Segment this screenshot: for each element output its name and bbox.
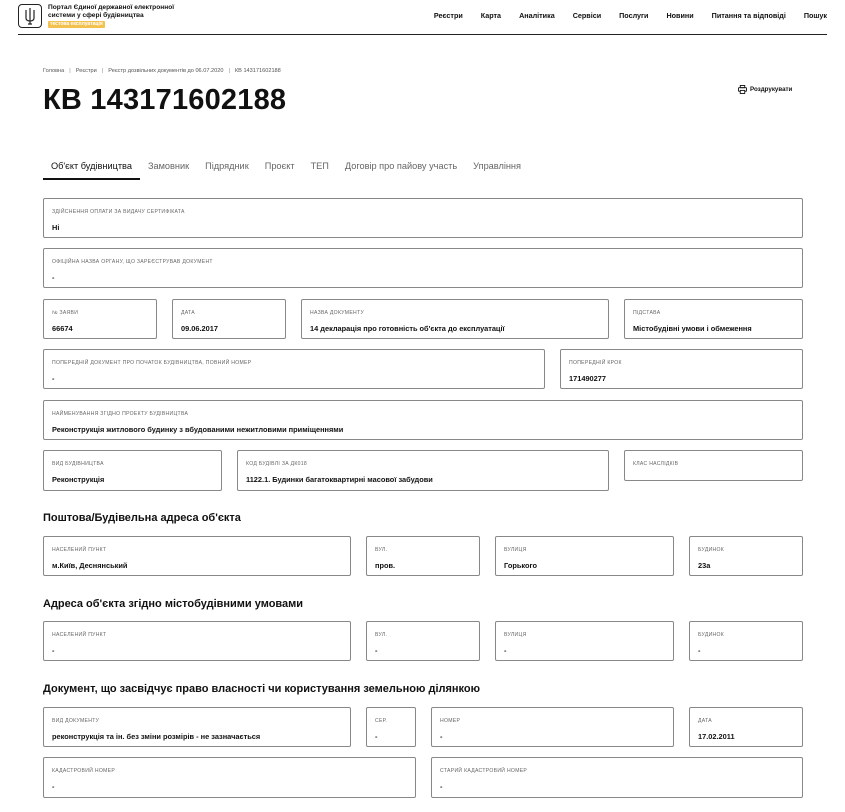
field-label: ВУЛ. xyxy=(375,547,388,553)
field-value: - xyxy=(52,273,55,282)
trident-icon xyxy=(23,7,37,25)
breadcrumb-separator: | xyxy=(69,68,71,74)
trident-logo-icon[interactable] xyxy=(18,4,42,28)
field-label: КЛАС НАСЛІДКІВ xyxy=(633,461,679,467)
printer-icon xyxy=(738,85,747,94)
field-label: НАСЕЛЕНИЙ ПУНКТ xyxy=(52,547,107,553)
field-doc-name xyxy=(301,299,609,339)
field-label: ВИД ДОКУМЕНТУ xyxy=(52,718,100,724)
field-label: ПОПЕРЕДНІЙ ДОКУМЕНТ ПРО ПОЧАТОК БУДІВНИЦТВА, ПОВНИЙ НОМЕР xyxy=(52,360,252,366)
tab-contractor[interactable]: Підрядник xyxy=(205,161,249,171)
breadcrumb-separator: | xyxy=(101,68,104,74)
portal-name-text: Портал Єдиної державної електронної системи у сфері будівництва xyxy=(48,4,175,20)
field-prev-step xyxy=(560,349,803,389)
field-label: КОД БУДІВЛІ ЗА ДК018 xyxy=(246,461,308,467)
field-postal-settlement xyxy=(43,536,351,576)
field-urban-street xyxy=(495,621,674,661)
tab-customer[interactable]: Замовник xyxy=(147,161,190,171)
field-postal-building xyxy=(689,536,803,576)
beta-badge: тестова експлуатація xyxy=(50,20,103,27)
field-label: ВИД БУДІВНИЦТВА xyxy=(52,461,104,467)
tab-management[interactable]: Управління xyxy=(473,161,521,171)
field-value: 171490277 xyxy=(569,374,606,383)
site-header xyxy=(18,3,827,35)
field-value: Реконструкція житлового будинку з вбудованими нежитловими приміщеннями xyxy=(52,425,344,434)
field-value: - xyxy=(52,782,55,791)
field-label: ПІДСТАВА xyxy=(633,310,661,316)
field-value: Реконструкція xyxy=(52,475,105,484)
field-value: 1122.1. Будинки багатоквартирні масової забудови xyxy=(246,475,433,484)
field-land-number xyxy=(431,707,674,747)
section-urban-address: Адреса об'єкта згідно містобудівними умовами xyxy=(43,598,304,610)
field-value: - xyxy=(52,374,55,383)
field-urban-street-type xyxy=(366,621,480,661)
field-value: - xyxy=(440,782,443,791)
section-postal-address: Поштова/Будівельна адреса об'єкта xyxy=(43,512,241,524)
field-value: 17.02.2011 xyxy=(698,732,735,741)
field-value: Ні xyxy=(52,223,60,232)
breadcrumb xyxy=(43,68,281,74)
field-value: - xyxy=(375,646,378,655)
field-label: ДАТА xyxy=(181,310,195,316)
field-postal-street xyxy=(495,536,674,576)
print-label: Роздрукувати xyxy=(750,86,793,93)
field-consequence-class xyxy=(624,450,803,481)
field-prev-doc xyxy=(43,349,545,389)
section-land-document: Документ, що засвідчує право власності чи користування земельною ділянкою xyxy=(43,683,481,695)
field-label: НОМЕР xyxy=(440,718,461,724)
field-land-date xyxy=(689,707,803,747)
field-label: № ЗАЯВИ xyxy=(52,310,79,316)
nav-offerings[interactable]: Послуги xyxy=(619,11,649,20)
breadcrumb-registers[interactable]: Реєстри xyxy=(75,68,97,74)
breadcrumb-home[interactable]: Головна xyxy=(43,68,65,74)
field-label: НАЙМЕНУВАННЯ ЗГІДНО ПРОЕКТУ БУДІВНИЦТВА xyxy=(52,411,189,417)
field-value: 09.06.2017 xyxy=(181,324,218,333)
page-title: КВ 143171602188 xyxy=(43,84,287,116)
field-value: - xyxy=(698,646,701,655)
field-label: НАЗВА ДОКУМЕНТУ xyxy=(310,310,364,316)
field-label: ВУЛ. xyxy=(375,632,388,638)
field-old-cadastral-number xyxy=(431,757,803,798)
field-label: КАДАСТРОВИЙ НОМЕР xyxy=(52,768,116,774)
field-value: - xyxy=(440,732,443,741)
field-value: реконструкція та ін. без зміни розмірів - не зазначається xyxy=(52,732,261,741)
field-label: ДАТА xyxy=(698,718,712,724)
nav-analytics[interactable]: Аналітика xyxy=(519,11,555,20)
field-label: НАСЕЛЕНИЙ ПУНКТ xyxy=(52,632,107,638)
tab-tep[interactable]: ТЕП xyxy=(310,161,329,171)
nav-search[interactable]: Пошук xyxy=(803,11,827,20)
field-value: - xyxy=(504,646,507,655)
field-label: БУДИНОК xyxy=(698,632,725,638)
breadcrumb-register[interactable]: Реєстр дозвільних документів до 06.07.2020 xyxy=(108,68,224,74)
breadcrumb-separator: | xyxy=(228,68,230,74)
field-value: м.Київ, Деснянський xyxy=(52,561,128,570)
field-date xyxy=(172,299,286,339)
print-button[interactable] xyxy=(738,85,792,94)
field-value: 66674 xyxy=(52,324,73,333)
field-label: ВУЛИЦЯ xyxy=(504,547,527,553)
field-land-doc-type xyxy=(43,707,351,747)
field-postal-street-type xyxy=(366,536,480,576)
field-value: пров. xyxy=(375,561,396,570)
field-project-name xyxy=(43,400,803,440)
field-label: ОФІЦІЙНА НАЗВА ОРГАНУ, ЩО ЗАРЕЄСТРУВАВ ДОКУМЕНТ xyxy=(52,259,213,265)
field-label: СТАРИЙ КАДАСТРОВИЙ НОМЕР xyxy=(440,768,528,774)
nav-map[interactable]: Карта xyxy=(480,11,502,20)
nav-services[interactable]: Сервіси xyxy=(572,11,602,20)
field-urban-settlement xyxy=(43,621,351,661)
field-label: СЕР. xyxy=(375,718,388,724)
field-building-code xyxy=(237,450,609,491)
portal-name[interactable] xyxy=(48,4,188,29)
field-build-type xyxy=(43,450,222,491)
field-app-number xyxy=(43,299,157,339)
field-label: БУДИНОК xyxy=(698,547,725,553)
field-value: Горького xyxy=(504,561,538,570)
field-value: 14 декларація про готовність об'єкта до експлуатації xyxy=(310,324,505,333)
tab-share-agreement[interactable]: Договір про пайову участь xyxy=(344,161,458,171)
field-urban-building xyxy=(689,621,803,661)
field-value: - xyxy=(375,732,378,741)
nav-faq[interactable]: Питання та відповіді xyxy=(711,11,786,20)
main-nav xyxy=(416,11,827,20)
field-label: ВУЛИЦЯ xyxy=(504,632,527,638)
field-value: 23а xyxy=(698,561,711,570)
nav-news[interactable]: Новини xyxy=(666,11,694,20)
field-label: ПОПЕРЕДНІЙ КРОК xyxy=(569,360,622,366)
field-basis xyxy=(624,299,803,339)
field-payment xyxy=(43,198,803,238)
tab-bar xyxy=(43,156,529,180)
field-label: ЗДІЙСНЕННЯ ОПЛАТИ ЗА ВИДАЧУ СЕРТИФІКАТА xyxy=(52,209,185,215)
field-value: - xyxy=(52,646,55,655)
tab-object[interactable]: Об'єкт будівництва xyxy=(43,156,140,180)
field-org-name xyxy=(43,248,803,288)
field-land-series xyxy=(366,707,416,747)
nav-registers[interactable]: Реєстри xyxy=(433,11,463,20)
field-cadastral-number xyxy=(43,757,416,798)
breadcrumb-current: КВ 143171602188 xyxy=(234,68,281,74)
tab-project[interactable]: Проєкт xyxy=(264,161,295,171)
field-value: Містобудівні умови і обмеження xyxy=(633,324,752,333)
